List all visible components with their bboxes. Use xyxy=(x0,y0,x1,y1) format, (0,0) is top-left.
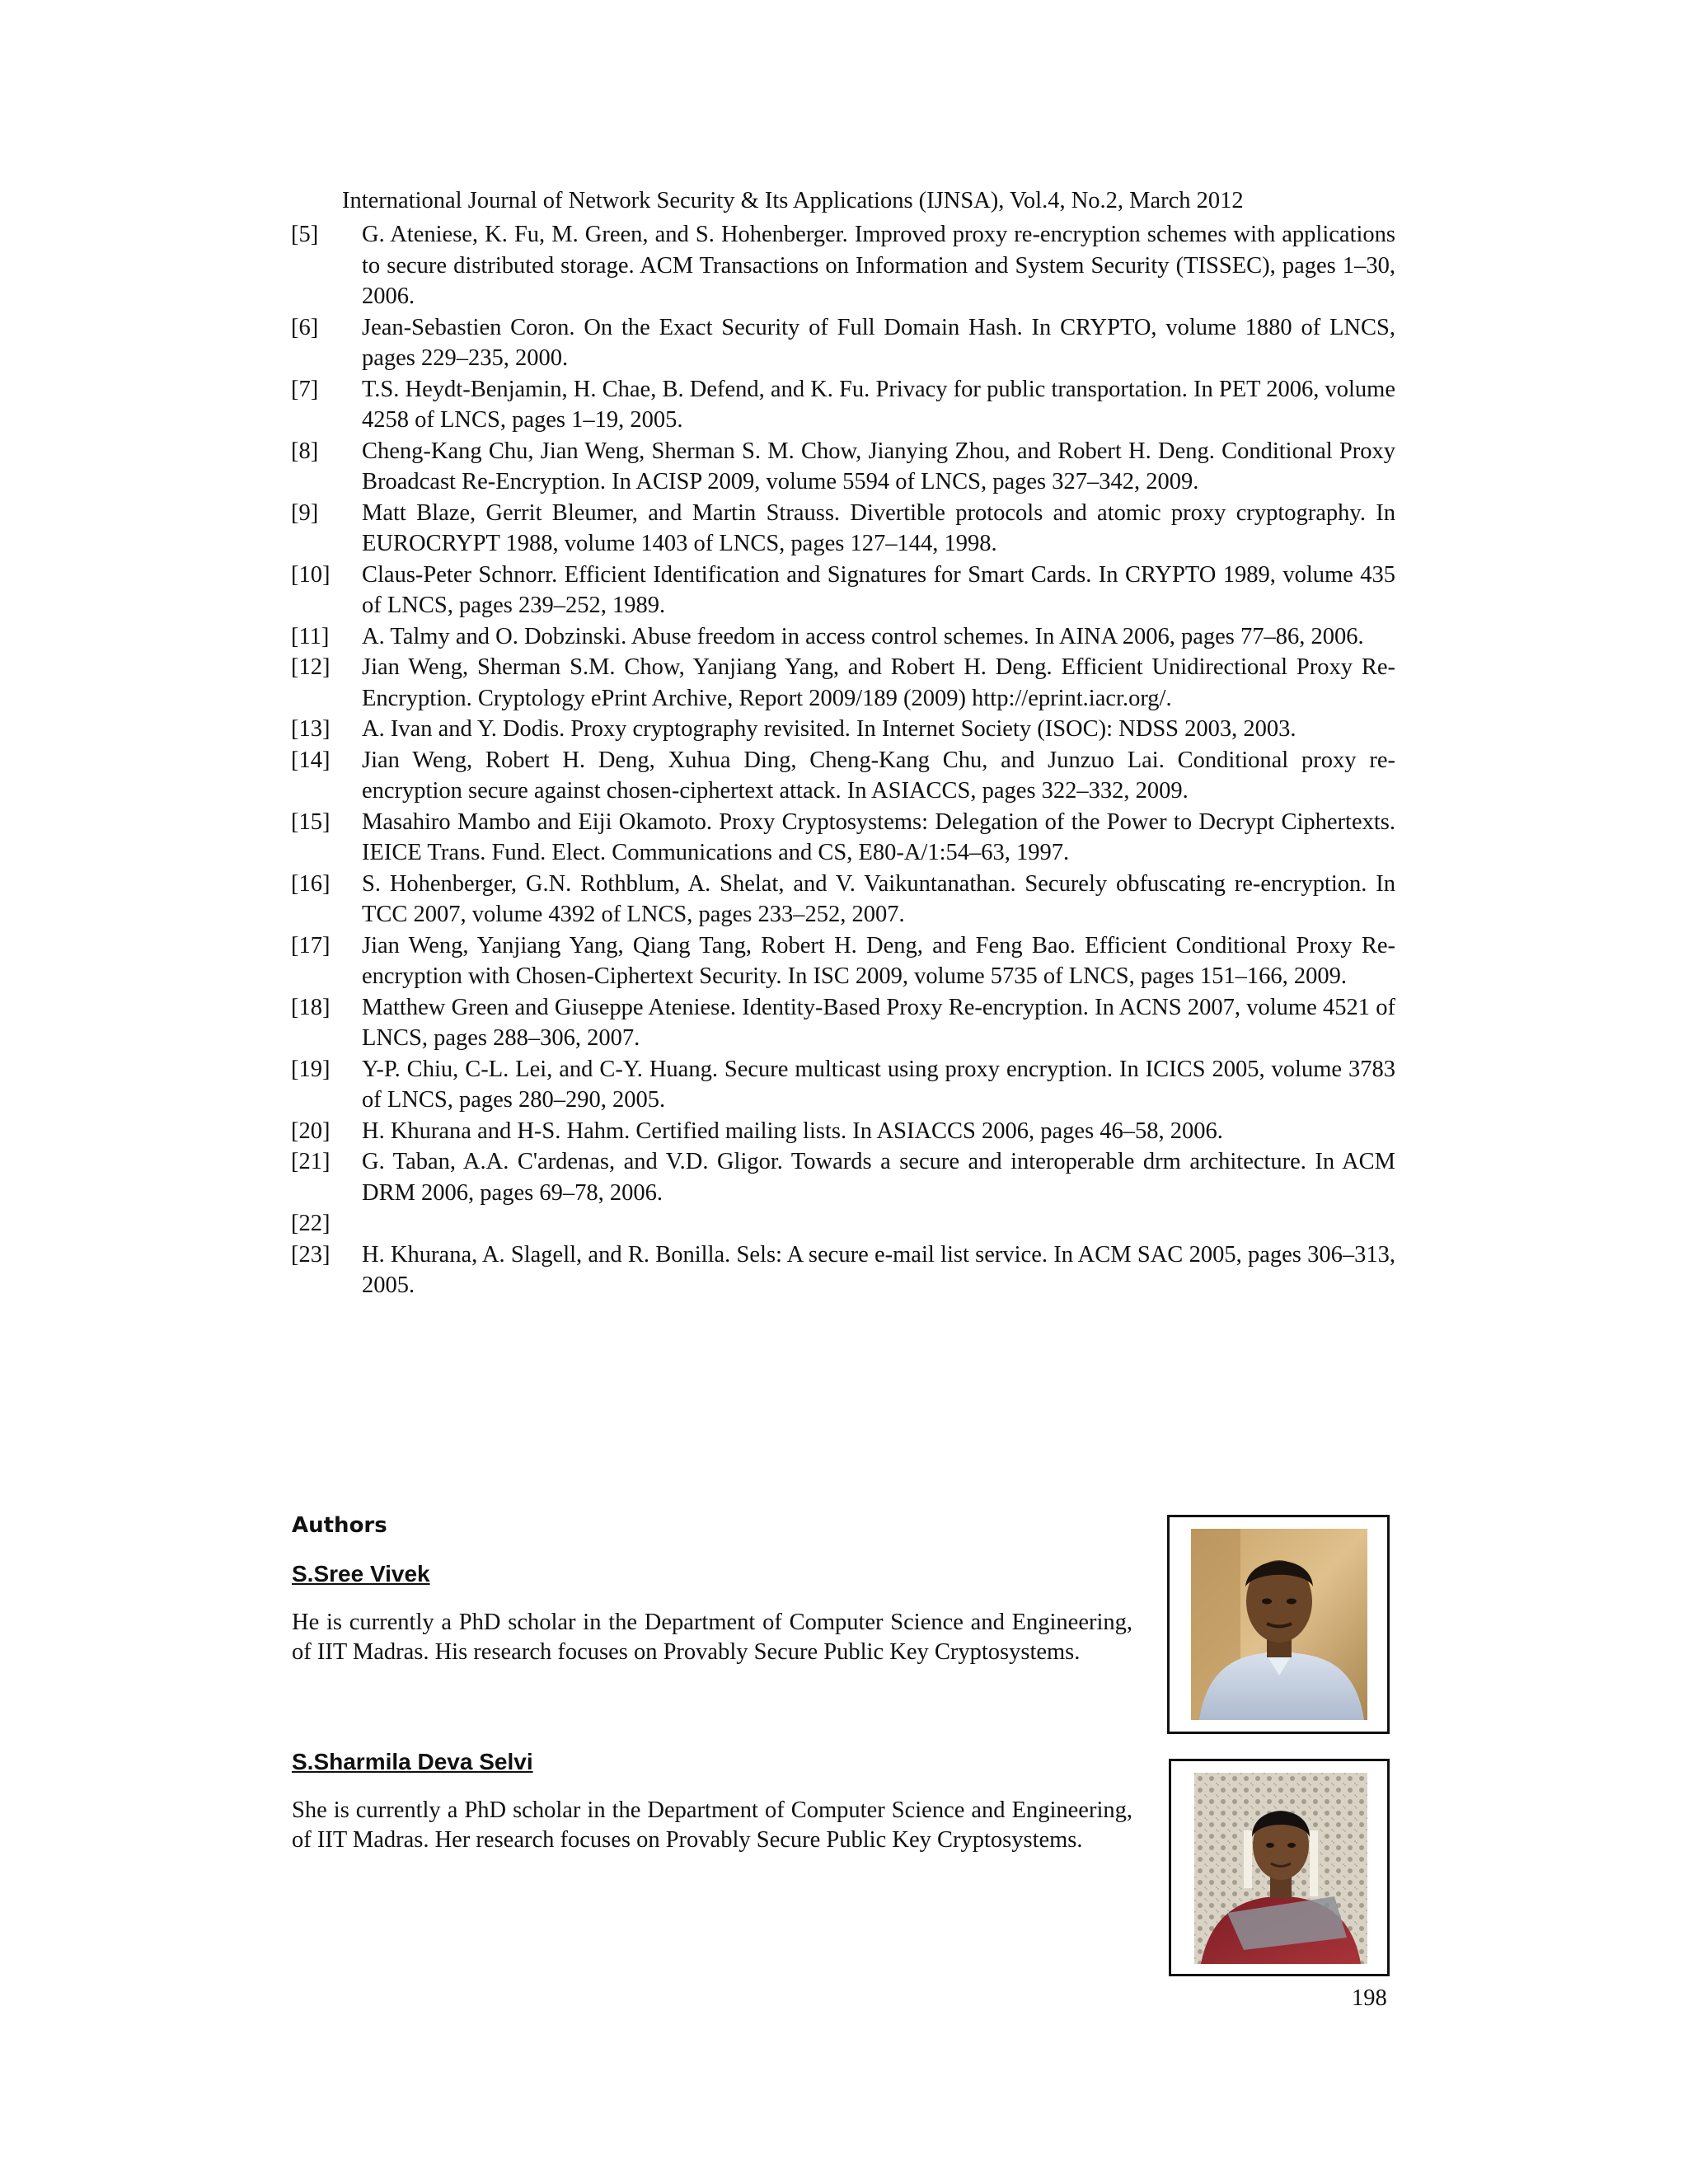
reference-number: [23] xyxy=(291,1241,331,1268)
reference-item xyxy=(291,621,1395,653)
reference-item xyxy=(291,807,1395,869)
reference-item xyxy=(291,436,1395,498)
reference-item xyxy=(291,498,1395,560)
reference-number: [10] xyxy=(291,561,331,588)
reference-number: [18] xyxy=(291,994,331,1020)
reference-text: Jian Weng, Yanjiang Yang, Qiang Tang, Robert H. Deng, and Feng Bao. Efficient Conditional Proxy Re-encryption with Chosen-Ciphertext Security. In ISC 2009, volume 5735 of LNCS, pages 151–166, 2009. xyxy=(362,932,1395,989)
portrait-man-icon xyxy=(1191,1529,1367,1720)
reference-text: A. Talmy and O. Dobzinski. Abuse freedom in access control schemes. In AINA 2006, pages 77–86, 2006. xyxy=(362,623,1364,649)
reference-text: G. Taban, A.A. C'ardenas, and V.D. Gligor. Towards a secure and interoperable drm architecture. In ACM DRM 2006, pages 69–78, 2006. xyxy=(362,1149,1395,1206)
reference-text: Jean-Sebastien Coron. On the Exact Security of Full Domain Hash. In CRYPTO, volume 1880 of LNCS, pages 229–235, 2000. xyxy=(362,314,1395,371)
reference-text: G. Ateniese, K. Fu, M. Green, and S. Hohenberger. Improved proxy re-encryption schemes with applications to secure distributed storage. ACM Transactions on Information and System Security (TISSEC), pages 1–30, 2006. xyxy=(362,222,1395,309)
reference-item xyxy=(291,312,1395,374)
author-name: S.Sree Vivek xyxy=(292,1561,430,1586)
reference-text: Masahiro Mambo and Eiji Okamoto. Proxy Cryptosystems: Delegation of the Power to Decrypt Ciphertexts. IEICE Trans. Fund. Elect. Communications and CS, E80-A/1:54–63, 1997. xyxy=(362,808,1395,865)
reference-number: [12] xyxy=(291,654,331,680)
author-name: S.Sharmila Deva Selvi xyxy=(292,1749,533,1774)
author-bio: She is currently a PhD scholar in the Department of Computer Science and Engineering, of IIT Madras. Her research focuses on Provably Secure Public Key Cryptosystems. xyxy=(292,1797,1132,1853)
portrait-woman-icon xyxy=(1194,1773,1367,1964)
reference-item xyxy=(291,869,1395,930)
reference-text: Cheng-Kang Chu, Jian Weng, Sherman S. M. Chow, Jianying Zhou, and Robert H. Deng. Conditional Proxy Broadcast Re-Encryption. In ACISP 2009, volume 5594 of LNCS, pages 327–342, 2009. xyxy=(362,438,1395,494)
reference-item xyxy=(291,1146,1395,1208)
reference-text: S. Hohenberger, G.N. Rothblum, A. Shelat, and V. Vaikuntanathan. Securely obfuscating re-encryption. In TCC 2007, volume 4392 of LNCS, pages 233–252, 2007. xyxy=(362,870,1395,927)
author-photo-frame xyxy=(1169,1759,1390,1976)
reference-number: [5] xyxy=(291,222,319,247)
reference-text: Jian Weng, Robert H. Deng, Xuhua Ding, Cheng-Kang Chu, and Junzuo Lai. Conditional proxy re-encryption secure against chosen-ciphertext attack. In ASIACCS, pages 322–332, 2009. xyxy=(362,747,1395,804)
reference-item xyxy=(291,652,1395,714)
reference-number: [19] xyxy=(291,1056,331,1082)
reference-number: [9] xyxy=(291,499,319,526)
reference-number: [16] xyxy=(291,870,331,897)
reference-number: [13] xyxy=(291,716,331,742)
reference-number: [7] xyxy=(291,376,319,402)
reference-number: [17] xyxy=(291,932,331,958)
reference-item xyxy=(291,560,1395,621)
reference-number: [15] xyxy=(291,808,331,835)
reference-item xyxy=(291,219,1395,312)
journal-header: International Journal of Network Security & Its Applications (IJNSA), Vol.4, No.2, March 2012 xyxy=(342,188,1244,213)
reference-item xyxy=(291,374,1395,436)
reference-item xyxy=(291,992,1395,1054)
reference-text: H. Khurana and H-S. Hahm. Certified mailing lists. In ASIACCS 2006, pages 46–58, 2006. xyxy=(362,1118,1223,1144)
reference-number: [22] xyxy=(291,1211,331,1236)
reference-number: [8] xyxy=(291,438,319,464)
authors-heading: Authors xyxy=(292,1513,387,1538)
page-number: 198 xyxy=(1352,1985,1387,2011)
reference-text: Matt Blaze, Gerrit Bleumer, and Martin Strauss. Divertible protocols and atomic proxy cryptography. In EUROCRYPT 1988, volume 1403 of LNCS, pages 127–144, 1998. xyxy=(362,499,1395,556)
reference-text: Y-P. Chiu, C-L. Lei, and C-Y. Huang. Secure multicast using proxy encryption. In ICICS 2005, volume 3783 of LNCS, pages 280–290, 2005. xyxy=(362,1056,1395,1113)
reference-text: Claus-Peter Schnorr. Efficient Identification and Signatures for Smart Cards. In CRYPTO 1989, volume 435 of LNCS, pages 239–252, 1989. xyxy=(362,561,1395,618)
reference-text: T.S. Heydt-Benjamin, H. Chae, B. Defend, and K. Fu. Privacy for public transportation. In PET 2006, volume 4258 of LNCS, pages 1–19, 2005. xyxy=(362,376,1395,433)
reference-number: [6] xyxy=(291,314,319,340)
reference-item xyxy=(291,1054,1395,1116)
author-photo xyxy=(1194,1773,1367,1964)
author-photo-frame xyxy=(1167,1515,1390,1734)
reference-item xyxy=(291,714,1395,745)
reference-text: A. Ivan and Y. Dodis. Proxy cryptography revisited. In Internet Society (ISOC): NDSS 2003, 2003. xyxy=(362,716,1296,742)
author-photo xyxy=(1191,1529,1367,1720)
reference-number: [14] xyxy=(291,747,331,773)
reference-number: [20] xyxy=(291,1118,331,1144)
references-list xyxy=(291,219,1395,1301)
author-bio: He is currently a PhD scholar in the Department of Computer Science and Engineering, of IIT Madras. His research focuses on Provably Secure Public Key Cryptosystems. xyxy=(292,1610,1132,1665)
reference-number: [11] xyxy=(291,623,330,649)
reference-item xyxy=(291,1208,1395,1240)
reference-text: Jian Weng, Sherman S.M. Chow, Yanjiang Yang, and Robert H. Deng. Efficient Unidirectional Proxy Re-Encryption. Cryptology ePrint Archive, Report 2009/189 (2009) http://eprint.iacr.org/. xyxy=(362,654,1395,711)
reference-number: [21] xyxy=(291,1149,331,1174)
reference-text: H. Khurana, A. Slagell, and R. Bonilla. Sels: A secure e-mail list service. In ACM SAC 2005, pages 306–313, 2005. xyxy=(362,1241,1395,1298)
reference-item xyxy=(291,1116,1395,1147)
reference-item xyxy=(291,745,1395,807)
reference-item xyxy=(291,930,1395,992)
reference-item xyxy=(291,1240,1395,1301)
reference-text: Matthew Green and Giuseppe Ateniese. Identity-Based Proxy Re-encryption. In ACNS 2007, volume 4521 of LNCS, pages 288–306, 2007. xyxy=(362,994,1395,1051)
